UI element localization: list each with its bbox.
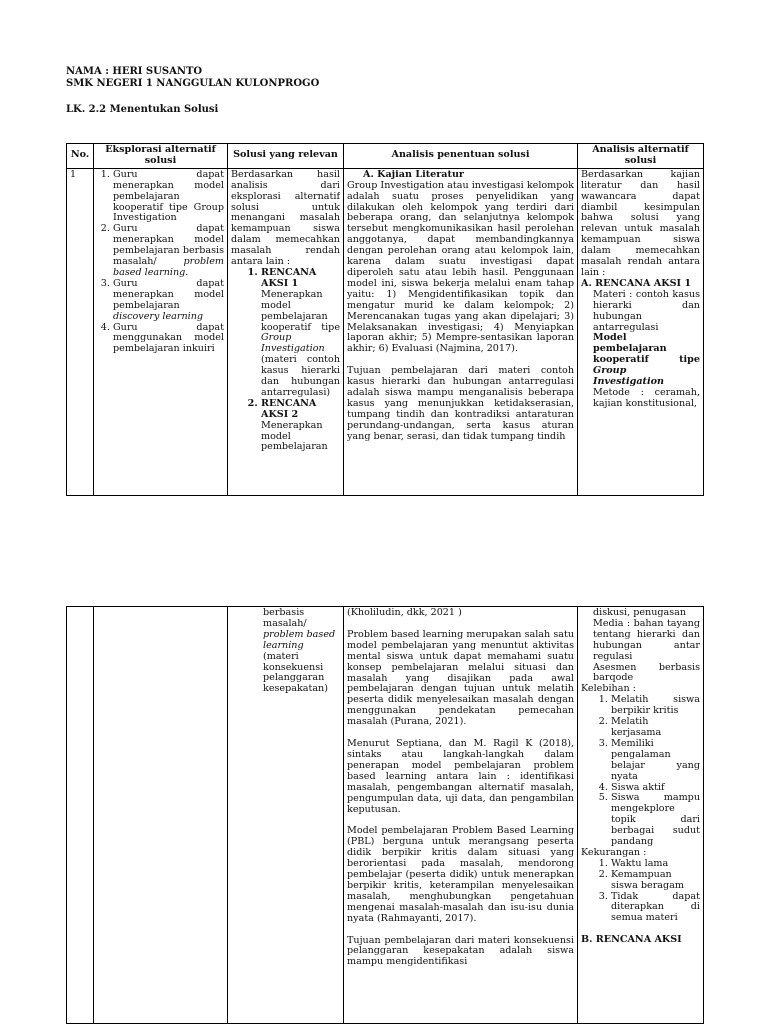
list-item: 1. Guru dapat menerapkan model pembelajaran kooperatif tipe Group Investigation bbox=[113, 170, 224, 225]
kelebihan-list bbox=[581, 695, 700, 848]
list-item: 1. Waktu lama bbox=[611, 859, 700, 870]
rencana-aksi-1: 1. RENCANA AKSI 1 Menerapkan model pembelajaran kooperatif tipe Group Investigation (materi contoh kasus hierarki dan hubungan antarregulasi) bbox=[261, 268, 340, 399]
rencana-aksi-a: A. RENCANA AKSI 1 bbox=[581, 277, 692, 289]
analisis-paragraph: Group Investigation atau investigasi kelompok adalah suatu proses penyelidikan yang dilakukan oleh kelompok yang terdiri dari beberapa orang, dan selanjutnya kelompok tersebut mengkomunikasikan hasil perolehan anggotanya, dapat membandingkannya dengan perolehan orang atau kelompok lain, karena dalam suatu investigasi dapat diperoleh satu atau lebih hasil. Penggunaan model ini, siswa bekerja melalui enam tahap yaitu: 1) Mengidentifikasikan topik dan mengatur murid ke dalam kelompok; 2) Merencanakan tugas yang akan dipelajari; 3) Melaksanakan investigasi; 4) Menyiapkan laporan akhir; 5) Mempre-sentasikan laporan akhir; 6) Evaluasi (Najmina, 2017). bbox=[347, 179, 574, 355]
solution-table bbox=[66, 143, 704, 496]
rencana-aksi-b: B. RENCANA AKSI bbox=[581, 934, 682, 946]
rencana-aksi-2: 2. RENCANA AKSI 2 Menerapkan model pembelajaran bbox=[261, 399, 340, 454]
analisis-paragraph: Menurut Septiana, dan M. Ragil K (2018), sintaks atau langkah-langkah dalam penerapan model pembelajaran problem based learning antara lain : identifikasi masalah, pengembangan alternatif masalah, pengumpulan data, uji data, dan pengambilan keputusan. bbox=[347, 738, 574, 815]
analisis-paragraph: Problem based learning merupakan salah satu model pembelajaran yang menuntut aktivitas mental siswa untuk dapat memahami suatu konsep pembelajaran melalui situasi dan masalah yang disajikan pada awal pembelajaran dengan tujuan untuk melatih peserta didik menyelesaikan masalah dengan menggunakan pendekatan pemecahan masalah (Purana, 2021). bbox=[347, 628, 574, 728]
solusi-cell bbox=[231, 170, 340, 494]
table-row bbox=[67, 168, 704, 495]
asesmen-text: Asesmen berbasis barqode bbox=[593, 661, 700, 684]
list-item: 4. Siswa aktif bbox=[611, 783, 700, 794]
header-solusi: Solusi yang relevan bbox=[228, 144, 344, 169]
kelebihan-label: Kelebihan : bbox=[581, 683, 636, 695]
media-text: Media : bahan tayang tentang hierarki dan hubungan antar regulasi bbox=[593, 617, 700, 662]
analisis-cell bbox=[347, 170, 574, 494]
name-line: NAMA : HERI SUSANTO bbox=[66, 66, 203, 77]
list-item: 1. Melatih siswa berpikir kritis bbox=[611, 695, 700, 717]
solusi-cell-continued: berbasis masalah/ problem based learning (materi konsekuensi pelanggaran kesepakatan) bbox=[263, 608, 336, 695]
list-item: 4. Guru dapat menggunakan model pembelajaran inkuiri bbox=[113, 323, 224, 356]
list-item: 2. Kemampuan siswa beragam bbox=[611, 870, 700, 892]
list-item: 2. Melatih kerjasama bbox=[611, 717, 700, 739]
alternatif-intro: Berdasarkan kajian literatur dan hasil wawancara dapat diambil kesimpulan bahwa solusi yang relevan untuk masalah kemampuan siswa dalam memecahkan masalah rendah antara lain : bbox=[581, 169, 700, 278]
table-header-row bbox=[67, 144, 704, 169]
solusi-intro: Berdasarkan hasil analisis dari eksplorasi alternatif solusi untuk menangani masalah kemampuan siswa dalam memecahkan masalah rendah antara lain : bbox=[231, 169, 340, 268]
kekurangan-list bbox=[581, 859, 700, 924]
header-no: No. bbox=[67, 144, 94, 169]
header-alternatif: Analisis alternatif solusi bbox=[578, 144, 704, 169]
materi-text: Materi : contoh kasus hierarki dan hubungan antarregulasi bbox=[593, 288, 700, 333]
worksheet-title: LK. 2.2 Menentukan Solusi bbox=[66, 104, 219, 115]
document-header bbox=[66, 66, 319, 90]
school-line: SMK NEGERI 1 NANGGULAN KULONPROGO bbox=[66, 78, 320, 89]
table-row bbox=[67, 607, 704, 1024]
eksplorasi-cell bbox=[97, 170, 224, 494]
header-eksplorasi: Eksplorasi alternatif solusi bbox=[94, 144, 228, 169]
list-item: 3. Tidak dapat diterapkan di semua materi bbox=[611, 892, 700, 925]
list-item: 5. Siswa mampu mengekplore topik dari berbagai sudut pandang bbox=[611, 793, 700, 848]
list-item: 3. Memiliki pengalaman belajar yang nyata bbox=[611, 739, 700, 783]
header-analisis: Analisis penentuan solusi bbox=[344, 144, 578, 169]
kekurangan-label: Kekurangan : bbox=[581, 846, 647, 858]
analisis-cell-continued: (Kholiludin, dkk, 2021 ) Problem based learning merupakan salah satu model pembelajaran yang menuntut aktivitas mental siswa untuk dapat memahami suatu konsep pembelajaran melalui situasi dan masalah yang disajikan pada awal pembelajaran dengan tujuan untuk melatih peserta didik menyelesaikan masalah dengan menggunakan pendekatan pemecahan masalah (Purana, 2021). Menurut Septiana, dan M. Ragil K (2018), sintaks atau langkah-langkah dalam penerapan model pembelajaran problem based learning antara lain : identifikasi masalah, pengembangan alternatif masalah, pengumpulan data, uji data, dan pengambilan keputusan. Model pembelajaran Problem Based Learning (PBL) berguna untuk merangsang peserta didik berpikir kritis dalam situasi yang berorientasi pada masalah, mendorong pembelajar (peserta didik) untuk menerapkan berpikir kritis, keterampilan menyelesaikan masalah, menghubungkan pengetahuan mengenai masalah-masalah dan isu-isu dunia nyata (Rahmayanti, 2017). Tujuan pembelajaran dari materi konsekuensi pelanggaran kesepakatan adalah siswa mampu mengidentifikasi bbox=[347, 608, 574, 968]
kajian-literatur-heading: A. Kajian Literatur bbox=[363, 169, 464, 180]
metode-text: Metode : ceramah, kajian konstitusional, bbox=[593, 386, 700, 409]
alternatif-cell: Berdasarkan kajian literatur dan hasil wawancara dapat diambil kesimpulan bahwa solusi yang relevan untuk masalah kemampuan siswa dalam memecahkan masalah rendah antara lain : A. RENCANA AKSI 1 Materi : contoh kasus hierarki dan hubungan antarregulasi Model pembelajaran kooperatif tipe Group Investigation Metode : ceramah, kajian konstitusional, bbox=[581, 169, 700, 409]
list-item: 2. Guru dapat menerapkan model pembelajaran berbasis masalah/ problem based learning. bbox=[113, 224, 224, 279]
row-number: 1 bbox=[70, 169, 77, 180]
solution-table-continued bbox=[66, 606, 704, 1024]
list-item: 3. Guru dapat menerapkan model pembelajaran discovery learning bbox=[113, 279, 224, 323]
analisis-paragraph: Tujuan pembelajaran dari materi konsekuensi pelanggaran kesepakatan adalah siswa mampu mengidentifikasi bbox=[347, 934, 574, 968]
analisis-paragraph: Model pembelajaran Problem Based Learning (PBL) berguna untuk merangsang peserta didik berpikir kritis dalam situasi yang berorientasi pada masalah, mendorong pembelajar (peserta didik) untuk menerapkan berpikir kritis, keterampilan menyelesaikan masalah, menghubungkan pengetahuan mengenai masalah-masalah dan isu-isu dunia nyata (Rahmayanti, 2017). bbox=[347, 825, 574, 924]
analisis-paragraph: Tujuan pembelajaran dari materi contoh kasus hierarki dan hubungan antarregulasi adalah siswa mampu menganalisis beberapa kasus yang menunjukkan ketidakserasian, tumpang tindih dan kontradiksi antaraturan perundang-undangan, serta kasus aturan yang benar, serasi, dan tidak tumpang tindih bbox=[347, 365, 574, 442]
alternatif-cell-continued: diskusi, penugasan Media : bahan tayang tentang hierarki dan hubungan antar regulasi Asesmen berbasis barqode Kelebihan : 1. Melatih siswa berpikir kritis 2. Melatih kerjasama 3. Memiliki pengalaman belajar yang nyata 4. Siswa aktif 5. Siswa mampu mengekplore topik dari berbagai sudut pandang Kekurangan : 1. Waktu lama 2. Kemampuan siswa beragam 3. Tidak dapat diterapkan di semua materi B. RENCANA AKSI bbox=[581, 608, 700, 1022]
